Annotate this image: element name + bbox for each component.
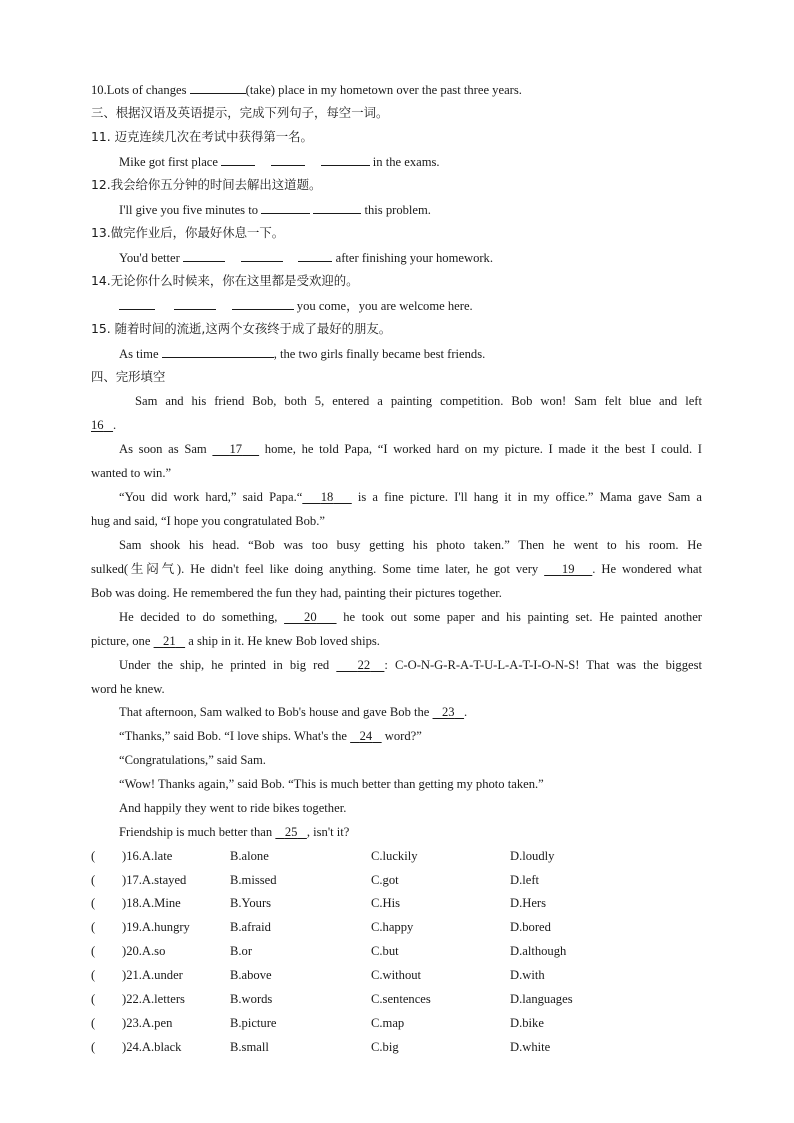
q14-english: you come，you are welcome here. [119, 297, 473, 314]
passage-line: Bob was doing. He remembered the fun they had, painting their pictures together. [91, 586, 502, 600]
q10-text-after: (take) place in my hometown over the past three years. [245, 83, 522, 97]
passage-line: wanted to win.” [91, 466, 172, 480]
q14-chinese: 14.无论你什么时候来，你在这里都是受欢迎的。 [91, 273, 359, 288]
answer-paren[interactable]: ( [91, 992, 96, 1006]
answer-blank[interactable] [174, 297, 216, 310]
passage-line: Under the ship, he printed in big red 22 : C-O-N-G-R-A-T-U-L-A-T-I-O-N-S! That was the biggest [119, 658, 703, 672]
option-c[interactable]: C.without [371, 968, 422, 982]
option-c[interactable]: C.His [371, 896, 401, 910]
passage-line: And happily they went to ride bikes together. [119, 801, 347, 815]
answer-blank[interactable] [261, 201, 310, 214]
option-a[interactable]: )20.A.so [122, 944, 166, 958]
answer-blank[interactable] [183, 249, 225, 262]
q12-english: I'll give you five minutes to this problem. [119, 203, 431, 217]
option-b[interactable]: B.Yours [230, 896, 272, 910]
answer-blank[interactable] [162, 345, 274, 358]
option-a[interactable]: )16.A.late [122, 849, 173, 863]
blank-19[interactable]: 19 [561, 562, 575, 576]
option-d[interactable]: D.left [510, 873, 540, 887]
option-d[interactable]: D.loudly [510, 849, 555, 863]
option-b[interactable]: B.words [230, 992, 273, 1006]
passage-line: “Thanks,” said Bob. “I love ships. What's the 24 word?” [119, 729, 422, 743]
question-10 [91, 81, 522, 98]
q11-chinese: 11. 迈克连续几次在考试中获得第一名。 [91, 129, 313, 144]
option-a[interactable]: )17.A.stayed [122, 873, 187, 887]
blank-22[interactable]: 22 [357, 658, 371, 672]
q15-english: As time , the two girls finally became best friends. [119, 347, 486, 361]
answer-paren[interactable]: ( [91, 920, 96, 934]
section-4-title: 四、完形填空 [91, 369, 166, 384]
q13-chinese: 13.做完作业后，你最好休息一下。 [91, 225, 285, 240]
option-a[interactable]: )18.A.Mine [122, 896, 181, 910]
q11-english: Mike got first place in the exams. [119, 155, 440, 169]
passage-line: That afternoon, Sam walked to Bob's house and gave Bob the 23 . [119, 705, 468, 719]
option-b[interactable]: B.alone [230, 849, 269, 863]
answer-paren[interactable]: ( [91, 968, 96, 982]
passage-line: “Congratulations,” said Sam. [119, 753, 266, 767]
option-row [0, 872, 794, 888]
answer-paren[interactable]: ( [91, 896, 96, 910]
q13-english: You'd better after finishing your homework. [119, 251, 494, 265]
answer-blank[interactable] [119, 297, 155, 310]
passage-line: “You did work hard,” said Papa.“ 18 is a fine picture. I'll hang it in my office.” Mama gave Sam a [119, 490, 702, 504]
option-d[interactable]: D.although [510, 944, 567, 958]
q15-chinese: 15. 随着时间的流逝,这两个女孩终于成了最好的朋友。 [91, 321, 392, 336]
option-d[interactable]: D.bored [510, 920, 551, 934]
passage-line: “Wow! Thanks again,” said Bob. “This is much better than getting my photo taken.” [119, 777, 544, 791]
blank-25[interactable]: 25 [284, 825, 298, 839]
q12-chinese: 12.我会给你五分钟的时间去解出这道题。 [91, 177, 322, 192]
option-c[interactable]: C.happy [371, 920, 414, 934]
passage-line: hug and said, “I hope you congratulated Bob.” [91, 514, 325, 528]
option-row [0, 1039, 794, 1055]
section-3-title: 三、根据汉语及英语提示，完成下列句子，每空一词。 [91, 105, 389, 120]
option-row [0, 848, 794, 864]
passage-line: sulked(生闷气). He didn't feel like doing anything. Some time later, he got very 19 . He wondered what [91, 562, 703, 576]
option-b[interactable]: B.small [230, 1040, 269, 1054]
answer-blank[interactable] [298, 249, 332, 262]
option-b[interactable]: B.above [230, 968, 272, 982]
option-c[interactable]: C.but [371, 944, 399, 958]
answer-blank[interactable] [313, 201, 361, 214]
blank-20[interactable]: 20 [304, 610, 317, 624]
blank-24[interactable]: 24 [359, 729, 373, 743]
option-row [0, 895, 794, 911]
option-d[interactable]: D.Hers [510, 896, 547, 910]
passage-line: word he knew. [91, 682, 165, 696]
blank-16[interactable]: 16 [91, 418, 104, 432]
passage-line: As soon as Sam 17 home, he told Papa, “I worked hard on my picture. I made it the best I could. I [119, 442, 702, 456]
answer-blank[interactable] [241, 249, 283, 262]
option-c[interactable]: C.sentences [371, 992, 431, 1006]
blank-21[interactable]: 21 [163, 634, 176, 648]
blank-18[interactable]: 18 [320, 490, 334, 504]
answer-blank[interactable] [271, 153, 305, 166]
blank-23[interactable]: 23 [442, 705, 455, 719]
option-a[interactable]: )21.A.under [122, 968, 183, 982]
option-b[interactable]: B.picture [230, 1016, 277, 1030]
option-row [0, 967, 794, 983]
answer-paren[interactable]: ( [91, 1040, 96, 1054]
option-row [0, 1015, 794, 1031]
option-c[interactable]: C.got [371, 873, 399, 887]
passage-line: 16 . [91, 418, 117, 432]
option-row [0, 943, 794, 959]
option-a[interactable]: )24.A.black [122, 1040, 182, 1054]
option-d[interactable]: D.languages [510, 992, 573, 1006]
answer-blank[interactable] [190, 81, 246, 94]
option-d[interactable]: D.white [510, 1040, 551, 1054]
q10-text: 10.Lots of changes [91, 83, 190, 97]
answer-blank[interactable] [232, 297, 294, 310]
answer-paren[interactable]: ( [91, 1016, 96, 1030]
option-a[interactable]: )23.A.pen [122, 1016, 173, 1030]
option-d[interactable]: D.bike [510, 1016, 544, 1030]
option-b[interactable]: B.or [230, 944, 253, 958]
answer-paren[interactable]: ( [91, 873, 96, 887]
option-b[interactable]: B.missed [230, 873, 277, 887]
passage-line: Sam and his friend Bob, both 5, entered a painting competition. Bob won! Sam felt blue and left [135, 394, 702, 408]
option-row [0, 919, 794, 935]
option-row [0, 991, 794, 1007]
option-c[interactable]: C.luckily [371, 849, 418, 863]
passage-line: Friendship is much better than 25 , isn't it? [119, 825, 350, 839]
answer-blank[interactable] [221, 153, 255, 166]
option-c[interactable]: C.big [371, 1040, 399, 1054]
answer-paren[interactable]: ( [91, 944, 96, 958]
passage-line: picture, one 21 a ship in it. He knew Bob loved ships. [91, 634, 380, 648]
answer-paren[interactable]: ( [91, 849, 96, 863]
option-c[interactable]: C.map [371, 1016, 405, 1030]
option-d[interactable]: D.with [510, 968, 545, 982]
option-a[interactable]: )19.A.hungry [122, 920, 190, 934]
passage-line: He decided to do something, 20 he took out some paper and his painting set. He painted another [119, 610, 702, 624]
passage-line: Sam shook his head. “Bob was too busy getting his photo taken.” Then he went to his room. He [119, 538, 702, 552]
answer-blank[interactable] [321, 153, 370, 166]
option-a[interactable]: )22.A.letters [122, 992, 185, 1006]
option-b[interactable]: B.afraid [230, 920, 271, 934]
blank-17[interactable]: 17 [229, 442, 243, 456]
